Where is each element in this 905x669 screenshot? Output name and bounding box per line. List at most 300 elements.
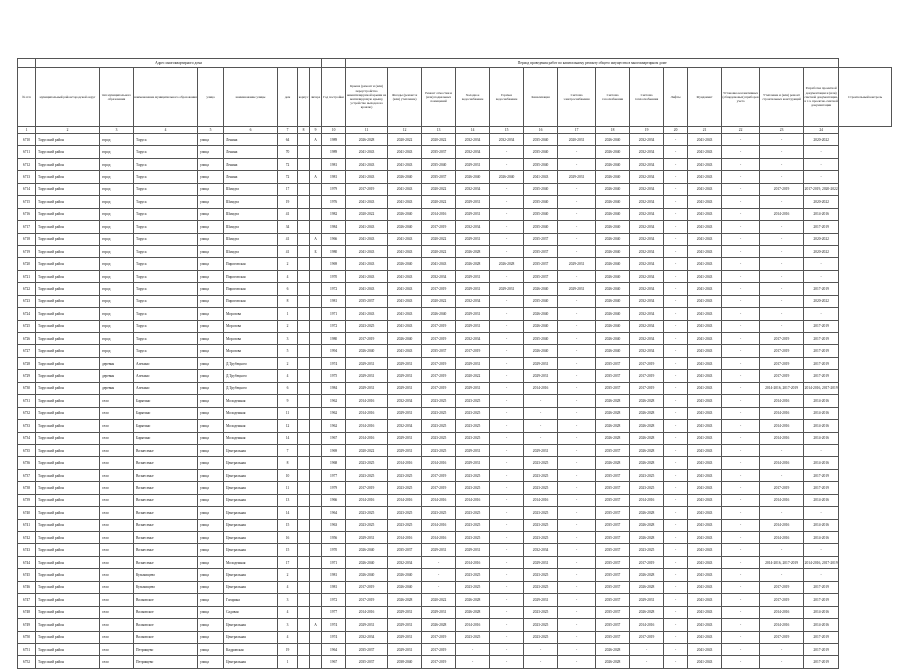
table-cell: 2035-2037	[422, 171, 456, 183]
table-cell: -	[664, 270, 688, 282]
table-cell: 2035-2040	[524, 208, 558, 220]
table-row	[18, 656, 892, 668]
table-cell: 2032-2034	[630, 196, 664, 208]
table-cell: 1968	[322, 457, 346, 469]
table-cell: 2035-2040	[524, 183, 558, 195]
table-cell: 2020-2022	[422, 134, 456, 146]
table-cell	[298, 245, 310, 257]
table-cell: -	[664, 606, 688, 618]
table-cell: 2041-2043	[688, 457, 722, 469]
table-cell: -	[664, 233, 688, 245]
table-cell: -	[490, 333, 524, 345]
table-cell: 1980	[322, 245, 346, 257]
table-row	[18, 333, 892, 345]
table-cell: 14	[278, 507, 298, 519]
table-cell: 2041-2043	[688, 308, 722, 320]
table-cell	[298, 494, 310, 506]
table-cell: деревня	[100, 382, 134, 394]
table-cell: улица	[198, 183, 224, 195]
table-cell: -	[760, 233, 804, 245]
table-cell: 2041-2043	[388, 270, 422, 282]
table-cell: -	[664, 519, 688, 531]
column-number: 22	[722, 127, 760, 134]
table-cell: 2017-2019	[804, 357, 839, 369]
table-cell: 2035-2037	[596, 619, 630, 631]
table-cell: -	[490, 532, 524, 544]
table-cell: 2020-2022	[804, 245, 839, 257]
table-cell: город	[100, 134, 134, 146]
table-cell: -	[490, 345, 524, 357]
table-cell: 2041-2043	[688, 631, 722, 643]
table-cell: 2017-2019	[630, 382, 664, 394]
table-cell: 2017-2019	[422, 643, 456, 655]
table-cell: 41	[278, 233, 298, 245]
table-cell: -	[664, 643, 688, 655]
table-cell: 2023-2025	[524, 532, 558, 544]
table-cell: 2023-2025	[422, 507, 456, 519]
table-cell: 2020-2022	[422, 233, 456, 245]
table-cell: 2017-2019, 2020-2022	[804, 183, 839, 195]
table-cell: 2023-2025	[456, 469, 490, 481]
table-cell: Центральная	[224, 457, 278, 469]
table-row	[18, 482, 892, 494]
table-cell: 2020-2022	[804, 134, 839, 146]
table-cell: 2014-2016	[804, 407, 839, 419]
table-cell	[298, 333, 310, 345]
table-cell: Тарусский район	[36, 643, 100, 655]
column-header: наименование муниципального образования	[134, 68, 198, 127]
table-cell: 2041-2043	[388, 183, 422, 195]
table-cell	[310, 370, 322, 382]
table-cell: 1971	[322, 308, 346, 320]
table-cell: 2029-2031	[524, 556, 558, 568]
table-cell: город	[100, 295, 134, 307]
table-cell: -	[490, 245, 524, 257]
table-cell: -	[760, 320, 804, 332]
table-cell: город	[100, 146, 134, 158]
table-cell: 2035-2037	[346, 643, 388, 655]
table-cell: 2017-2019	[346, 594, 388, 606]
table-cell: -	[490, 382, 524, 394]
table-cell: 2017-2019	[804, 482, 839, 494]
table-cell: 2017-2019	[456, 345, 490, 357]
table-cell: Тарусский район	[36, 469, 100, 481]
table-cell: 1969	[322, 258, 346, 270]
table-cell: Тарусский район	[36, 270, 100, 282]
table-cell: -	[664, 444, 688, 456]
table-cell: 1975	[322, 370, 346, 382]
table-cell: -	[524, 432, 558, 444]
column-number: 10	[322, 127, 346, 134]
table-cell: 2041-2043	[688, 556, 722, 568]
table-cell: улица	[198, 581, 224, 593]
table-cell	[298, 370, 310, 382]
table-cell: -	[722, 395, 760, 407]
table-cell: 2014-2016	[388, 532, 422, 544]
table-cell: 2023-2025	[456, 395, 490, 407]
table-cell: 4	[278, 270, 298, 282]
table-cell: 2014-2016	[760, 606, 804, 618]
table-cell: -	[722, 420, 760, 432]
table-cell	[310, 594, 322, 606]
table-cell: Вознесенье	[134, 457, 198, 469]
table-cell: Ленина	[224, 158, 278, 170]
table-cell: -	[664, 507, 688, 519]
table-cell: -	[722, 606, 760, 618]
table-cell: 2026-2028	[630, 407, 664, 419]
table-cell: 2026-2028	[490, 258, 524, 270]
table-cell: Тарусский район	[36, 457, 100, 469]
table-cell: -	[722, 245, 760, 257]
table-cell: -	[722, 507, 760, 519]
table-cell: село	[100, 581, 134, 593]
table-cell: Тарусский район	[36, 134, 100, 146]
table-cell: 2026-2040	[596, 134, 630, 146]
table-cell: 2041-2043	[688, 519, 722, 531]
table-cell: -	[558, 444, 596, 456]
table-cell: -	[664, 171, 688, 183]
table-cell: Шмидта	[224, 221, 278, 233]
table-cell: улица	[198, 432, 224, 444]
table-cell: -	[664, 420, 688, 432]
table-cell: -	[804, 444, 839, 456]
table-row	[18, 357, 892, 369]
table-cell: 2014-2016	[760, 532, 804, 544]
table-cell	[298, 444, 310, 456]
table-cell: -	[664, 469, 688, 481]
table-cell: -	[490, 619, 524, 631]
table-cell: 2017-2019	[630, 631, 664, 643]
table-cell: 2026-2028	[456, 606, 490, 618]
table-cell: улица	[198, 482, 224, 494]
table-row	[18, 407, 892, 419]
table-cell: 2017-2019	[422, 320, 456, 332]
column-number: 17	[558, 127, 596, 134]
table-cell: 1977	[322, 469, 346, 481]
table-cell	[298, 631, 310, 643]
table-cell	[310, 494, 322, 506]
table-header	[18, 59, 892, 134]
table-cell: 2026-2028	[630, 395, 664, 407]
table-cell	[310, 606, 322, 618]
table-cell: 2032-2034	[346, 631, 388, 643]
table-row	[18, 569, 892, 581]
table-cell: 2035-2040	[524, 146, 558, 158]
table-cell: село	[100, 457, 134, 469]
table-row	[18, 619, 892, 631]
table-cell	[298, 295, 310, 307]
table-cell: 2041-2043	[388, 158, 422, 170]
table-cell: Таруса	[134, 134, 198, 146]
table-cell: -	[490, 631, 524, 643]
table-cell: 2026-2040	[388, 569, 422, 581]
table-cell: 6746	[18, 581, 36, 593]
table-cell: 6732	[18, 407, 36, 419]
table-cell: 2032-2034	[630, 258, 664, 270]
table-cell: 2029-2031	[456, 283, 490, 295]
table-cell: 2041-2043	[688, 643, 722, 655]
table-cell: 2029-2031	[388, 382, 422, 394]
table-cell: 3	[278, 594, 298, 606]
table-cell: 2032-2034	[630, 283, 664, 295]
table-cell: Центральная	[224, 444, 278, 456]
table-cell: -	[722, 569, 760, 581]
table-cell: 2017-2019	[804, 594, 839, 606]
table-cell: 2029-2031	[346, 532, 388, 544]
column-header: Система теплоснабжения	[630, 68, 664, 127]
table-cell: Тарусский район	[36, 594, 100, 606]
table-cell: 6718	[18, 233, 36, 245]
column-number: 19	[630, 127, 664, 134]
table-cell: 3	[278, 333, 298, 345]
column-header: Год постройки	[322, 68, 346, 127]
table-cell: 2023-2025	[346, 469, 388, 481]
table-cell: -	[804, 270, 839, 282]
table-row	[18, 420, 892, 432]
table-cell: 1976	[322, 196, 346, 208]
table-cell: 6711	[18, 146, 36, 158]
table-cell: Тарусский район	[36, 519, 100, 531]
table-cell: 2035-2037	[596, 370, 630, 382]
table-cell: Алекино	[134, 382, 198, 394]
table-cell: 1962	[322, 420, 346, 432]
table-cell: -	[490, 357, 524, 369]
table-cell: 2014-2016	[422, 457, 456, 469]
table-cell: 2029-2031	[558, 171, 596, 183]
table-cell: -	[524, 643, 558, 655]
table-cell: 2017-2019	[346, 482, 388, 494]
table-cell: 2032-2034	[456, 333, 490, 345]
table-cell: Таруса	[134, 320, 198, 332]
column-number: 13	[422, 127, 456, 134]
table-cell: -	[760, 656, 804, 668]
table-cell: 1964	[322, 643, 346, 655]
table-cell: 2035-2037	[524, 258, 558, 270]
table-row	[18, 544, 892, 556]
table-cell: 2032-2034	[422, 270, 456, 282]
table-cell: -	[760, 270, 804, 282]
table-cell	[298, 308, 310, 320]
table-cell: Таруса	[134, 258, 198, 270]
table-cell: 2023-2025	[456, 631, 490, 643]
table-row	[18, 233, 892, 245]
table-cell: 2026-2040	[596, 208, 630, 220]
table-cell: Д.Трубецкого	[224, 357, 278, 369]
table-cell: село	[100, 444, 134, 456]
table-cell: 2014-2016	[804, 420, 839, 432]
table-row	[18, 532, 892, 544]
table-cell: улица	[198, 333, 224, 345]
table-cell: 2029-2031	[630, 594, 664, 606]
table-cell: 2017-2019	[804, 581, 839, 593]
table-cell: -	[722, 631, 760, 643]
table-cell: 2026-2028	[596, 457, 630, 469]
table-cell: 2029-2031	[346, 357, 388, 369]
table-cell: 2041-2043	[388, 308, 422, 320]
table-cell: -	[804, 171, 839, 183]
table-cell: улица	[198, 233, 224, 245]
table-cell: Шмидта	[224, 233, 278, 245]
table-cell: село	[100, 432, 134, 444]
table-cell: 2026-2040	[422, 308, 456, 320]
table-cell: 1980	[322, 333, 346, 345]
table-cell: -	[722, 519, 760, 531]
table-cell: 2014-2016, 2017-2019	[804, 382, 839, 394]
table-cell: 2026-2040	[524, 320, 558, 332]
table-cell: Ленина	[224, 171, 278, 183]
table-row	[18, 345, 892, 357]
table-cell: -	[664, 146, 688, 158]
table-cell: -	[490, 569, 524, 581]
table-cell: -	[490, 395, 524, 407]
table-cell: город	[100, 221, 134, 233]
table-cell: -	[760, 308, 804, 320]
table-cell: 2026-2040	[346, 556, 388, 568]
table-cell: 2035-2040	[422, 158, 456, 170]
table-cell: 2017-2019	[760, 345, 804, 357]
table-cell: 2023-2025	[524, 469, 558, 481]
table-cell: 2029-2031	[388, 619, 422, 631]
table-cell: -	[558, 519, 596, 531]
table-cell: город	[100, 283, 134, 295]
table-cell: село	[100, 619, 134, 631]
table-cell: 2035-2040	[524, 333, 558, 345]
table-cell	[298, 183, 310, 195]
table-cell: -	[664, 494, 688, 506]
table-cell: -	[490, 233, 524, 245]
table-cell	[310, 270, 322, 282]
table-cell: Шмидта	[224, 183, 278, 195]
table-cell: 2041-2043	[688, 444, 722, 456]
table-cell	[310, 556, 322, 568]
table-cell: 1981	[322, 581, 346, 593]
table-cell: 1974	[322, 631, 346, 643]
table-cell	[310, 581, 322, 593]
column-header: дом	[278, 68, 298, 127]
table-cell: 2014-2016	[630, 494, 664, 506]
table-cell: -	[804, 507, 839, 519]
table-cell: 2023-2025	[456, 482, 490, 494]
table-cell: 2017-2019	[346, 581, 388, 593]
table-cell: 2041-2043	[688, 357, 722, 369]
table-cell: 2041-2043	[688, 420, 722, 432]
table-cell: -	[804, 146, 839, 158]
table-cell: 2023-2025	[630, 469, 664, 481]
table-cell: 2023-2025	[456, 407, 490, 419]
table-cell: Таруса	[134, 308, 198, 320]
table-cell: 2041-2043	[688, 320, 722, 332]
table-cell: 2029-2031	[456, 158, 490, 170]
table-cell: 2038-2040	[388, 656, 422, 668]
table-cell: 2017-2019	[760, 482, 804, 494]
table-cell: улица	[198, 656, 224, 668]
column-number: 8	[298, 127, 310, 134]
column-header: наименование улицы	[224, 68, 278, 127]
table-cell: 6712	[18, 158, 36, 170]
table-cell: -	[804, 158, 839, 170]
table-cell	[298, 532, 310, 544]
table-cell: 6727	[18, 345, 36, 357]
table-cell: улица	[198, 569, 224, 581]
table-cell: улица	[198, 158, 224, 170]
table-cell: 2035-2037	[524, 245, 558, 257]
table-cell: -	[558, 643, 596, 655]
table-cell: 2041-2043	[688, 270, 722, 282]
table-cell: улица	[198, 420, 224, 432]
table-cell: 2017-2019	[422, 482, 456, 494]
table-cell: 2026-2040	[596, 245, 630, 257]
table-cell: 2029-2031	[456, 208, 490, 220]
table-cell: 2	[278, 357, 298, 369]
table-cell: -	[664, 532, 688, 544]
table-cell: 2041-2043	[688, 146, 722, 158]
table-cell: 2029-2031	[346, 370, 388, 382]
table-cell: село	[100, 519, 134, 531]
table-cell: Центральная	[224, 544, 278, 556]
table-cell: 2029-2031	[524, 594, 558, 606]
table-cell: 6740	[18, 507, 36, 519]
table-cell: 6714	[18, 183, 36, 195]
table-cell: 2026-2028	[630, 444, 664, 456]
table-cell: -	[664, 308, 688, 320]
table-cell: Центральная	[224, 581, 278, 593]
table-cell: -	[722, 544, 760, 556]
table-cell	[310, 196, 322, 208]
table-body	[18, 134, 892, 669]
table-cell: -	[722, 407, 760, 419]
table-cell: 11	[278, 407, 298, 419]
table-row	[18, 494, 892, 506]
table-cell: Тарусский район	[36, 395, 100, 407]
table-cell: 2026-2028	[596, 432, 630, 444]
table-cell: 2023-2025	[524, 631, 558, 643]
table-cell: Тарусский район	[36, 420, 100, 432]
table-cell: 2014-2016	[760, 395, 804, 407]
table-cell: 2035-2040	[524, 158, 558, 170]
table-cell	[310, 656, 322, 668]
table-cell: 2041-2043	[346, 308, 388, 320]
table-cell	[310, 407, 322, 419]
table-cell: 2	[278, 258, 298, 270]
table-cell: Тарусский район	[36, 606, 100, 618]
table-cell: Тарусский район	[36, 308, 100, 320]
table-cell: Вознесенье	[134, 469, 198, 481]
table-cell: 2035-2040	[524, 134, 558, 146]
table-cell: Таруса	[134, 270, 198, 282]
table-cell	[298, 469, 310, 481]
table-cell: 2023-2025	[524, 457, 558, 469]
table-cell: село	[100, 606, 134, 618]
table-cell: 6750	[18, 631, 36, 643]
table-cell: 2026-2040	[524, 345, 558, 357]
table-cell	[298, 656, 310, 668]
table-cell: 6733	[18, 420, 36, 432]
table-cell: улица	[198, 146, 224, 158]
table-cell	[298, 233, 310, 245]
table-cell: 2026-2040	[388, 581, 422, 593]
table-cell: 2032-2034	[388, 556, 422, 568]
table-cell: 2041-2043	[388, 146, 422, 158]
table-cell: 2029-2031	[456, 382, 490, 394]
table-cell: Центральная	[224, 482, 278, 494]
table-cell: 2035-2037	[596, 631, 630, 643]
table-cell: 1970	[322, 270, 346, 282]
table-cell: 2014-2016	[456, 556, 490, 568]
table-cell: 2041-2043	[346, 233, 388, 245]
table-cell: 1981	[322, 295, 346, 307]
table-cell: 2014-2016	[388, 494, 422, 506]
table-cell: -	[490, 606, 524, 618]
